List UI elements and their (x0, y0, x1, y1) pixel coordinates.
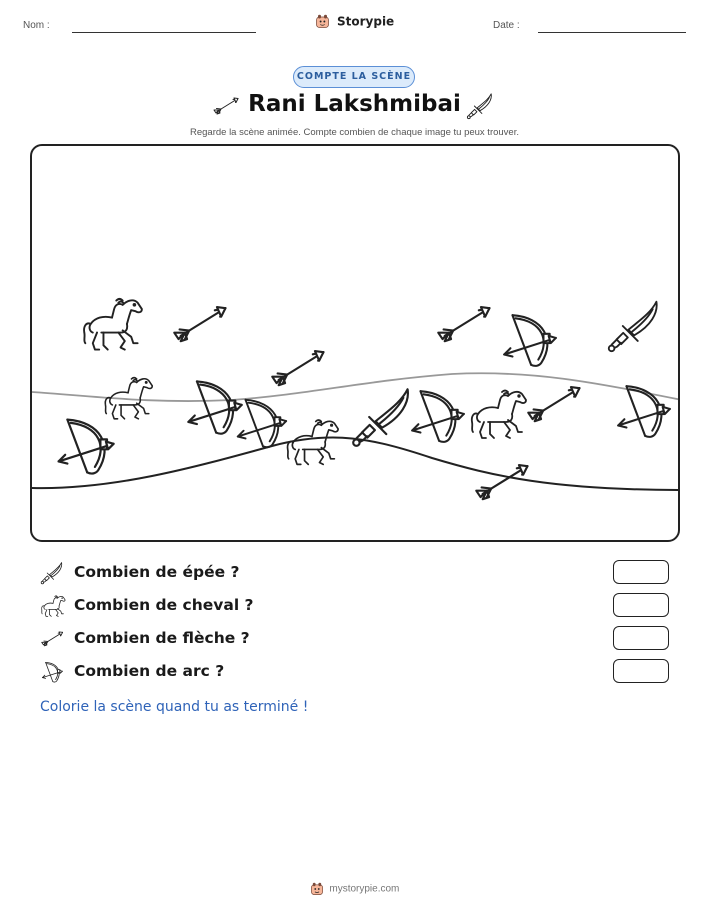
bow-icon (498, 306, 560, 374)
storypie-logo-icon (315, 14, 330, 29)
horse-icon (80, 292, 144, 356)
date-line[interactable] (538, 32, 686, 33)
name-line[interactable] (72, 32, 256, 33)
arrow-icon (524, 374, 588, 430)
sword-icon (40, 560, 64, 586)
question-text: Combien de épée ? (74, 563, 240, 581)
question-text: Combien de arc ? (74, 662, 225, 680)
bow-icon (52, 410, 118, 482)
answer-box-horse[interactable] (613, 593, 669, 617)
answer-box-sword[interactable] (613, 560, 669, 584)
question-row-horse (40, 593, 680, 619)
bow-icon (612, 376, 674, 446)
horse-icon (468, 384, 528, 444)
arrow-icon (40, 626, 66, 650)
activity-badge: COMPTE LA SCÈNE (293, 66, 415, 88)
name-label: Nom : (23, 20, 50, 31)
answer-box-bow[interactable] (613, 659, 669, 683)
footer-url[interactable]: mystorypie.com (329, 883, 400, 895)
date-label: Date : (493, 20, 520, 31)
bow-icon (406, 382, 468, 450)
horse-icon (284, 414, 340, 470)
footer (0, 882, 709, 896)
sword-icon (350, 372, 414, 462)
instructions: Regarde la scène animée. Compte combien de chaque image tu peux trouver. (189, 127, 519, 138)
question-row-sword (40, 560, 680, 586)
arrow-icon (434, 296, 498, 348)
brand-name: Storypie (336, 14, 395, 29)
page-title: Rani Lakshmibai (248, 91, 461, 117)
bow-icon (232, 392, 290, 454)
brand (0, 14, 709, 29)
arrow-icon (472, 452, 536, 508)
horse-icon (40, 593, 66, 619)
arrow-icon (268, 340, 332, 392)
storypie-logo-icon (310, 882, 324, 896)
bow-icon (40, 659, 64, 685)
coloring-instruction: Colorie la scène quand tu as terminé ! (40, 699, 309, 715)
question-text: Combien de flèche ? (74, 629, 250, 647)
question-text: Combien de cheval ? (74, 596, 254, 614)
question-row-arrow (40, 626, 680, 652)
question-row-bow (40, 659, 680, 685)
answer-box-arrow[interactable] (613, 626, 669, 650)
sword-icon (466, 92, 494, 120)
arrow-icon (170, 296, 234, 348)
counting-scene (30, 144, 680, 542)
sword-icon (606, 294, 662, 358)
